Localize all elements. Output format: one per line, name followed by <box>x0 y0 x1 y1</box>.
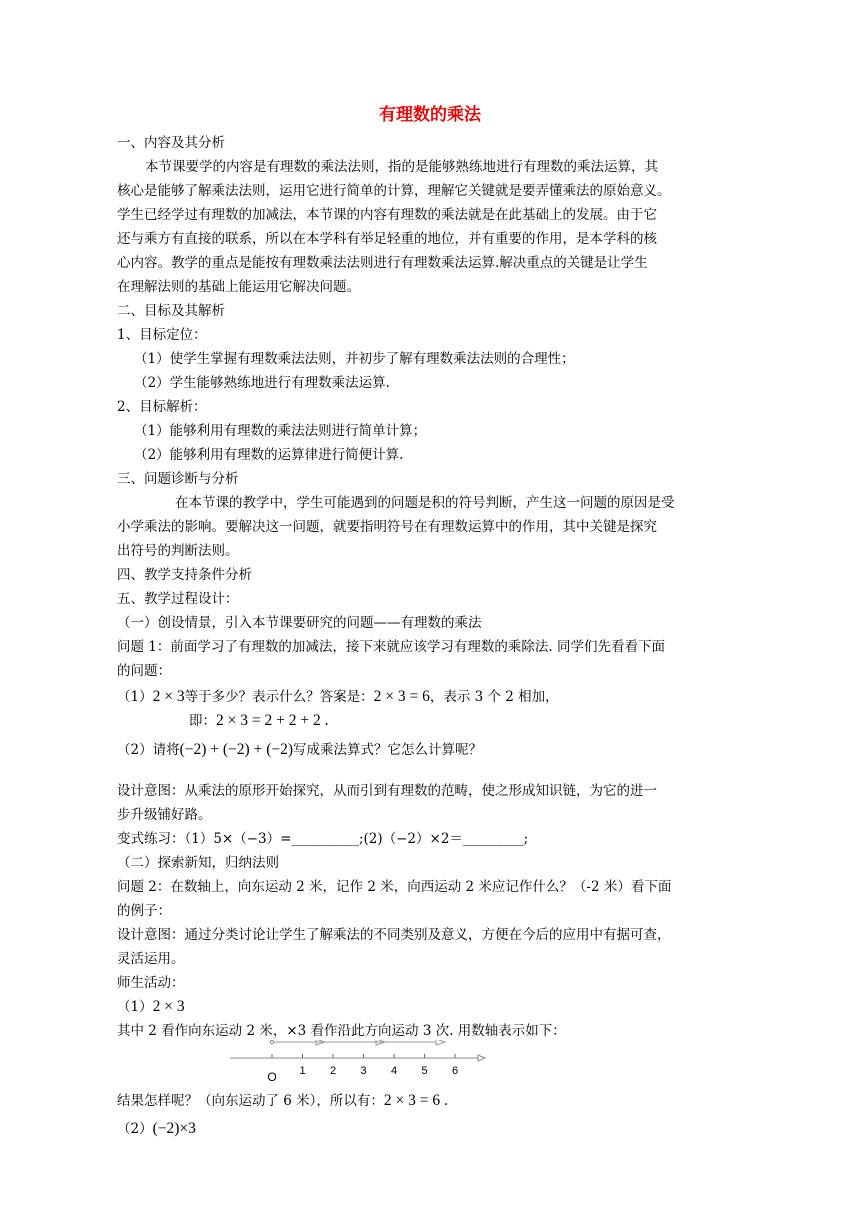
paragraph-line: 出符号的判断法则。 <box>117 543 239 559</box>
math-expression: 2 × 3 = 6 . <box>383 1092 448 1109</box>
text: （2）请将 <box>117 742 180 758</box>
subsection-heading: 1、目标定位： <box>117 327 207 343</box>
math-line <box>117 1120 196 1138</box>
tick-label: 6 <box>451 1065 459 1077</box>
axis-arrow-icon <box>478 1055 485 1061</box>
tick-label: 4 <box>390 1065 398 1077</box>
paragraph-line: 师生活动： <box>117 975 185 991</box>
list-item: （2）能够利用有理数的运算律进行简便计算. <box>134 447 404 463</box>
math-expression: 2 × 3 <box>152 998 185 1015</box>
text: （2） <box>117 1121 153 1137</box>
subsection-heading: （二）探索新知，归纳法则 <box>117 855 279 871</box>
paragraph-line: 问题 2：在数轴上，向东运动 2 米，记作 2 米，向西运动 2 米应记作什么？（-2 米）看下面 <box>117 879 672 895</box>
text: ，表示 3 个 2 相加， <box>429 689 559 705</box>
math-expression: 2 × 3 = 6 <box>373 688 430 705</box>
text: 写成乘法算式？它怎么计算呢？ <box>293 742 483 758</box>
paragraph-line: 的例子： <box>117 903 171 919</box>
subsection-heading: 2、目标解析： <box>117 399 207 415</box>
math-expression: (−2) + (−2) + (−2) <box>179 741 294 758</box>
paragraph-line: 设计意图：通过分类讨论让学生了解乘法的不同类别及意义，方便在今后的应用中有据可查， <box>117 927 671 943</box>
paragraph-line: 在本节课的教学中，学生可能遇到的问题是积的符号判断，产生这一问题的原因是受 <box>175 495 675 511</box>
math-expression: (−2)×3 <box>152 1120 196 1137</box>
subsection-heading: （一）创设情景，引入本节课要研究的问题——有理数的乘法 <box>117 615 482 631</box>
paragraph-line: 还与乘方有直接的联系，所以在本学科有举足轻重的地位，并有重要的作用，是本学科的核 <box>117 231 657 247</box>
text: 等于多少？表示什么？答案是： <box>184 689 374 705</box>
list-item: （1）使学生掌握有理数乘法法则，并初步了解有理数乘法法则的合理性； <box>134 351 575 367</box>
math-line <box>189 712 328 730</box>
math-line <box>117 1092 448 1110</box>
tick-label: 3 <box>360 1065 367 1077</box>
math-expression: 2 × 3 <box>152 688 185 705</box>
section-heading: 三、问题诊断与分析 <box>117 471 239 487</box>
paragraph-line: 在理解法则的基础上能运用它解决问题。 <box>117 279 360 295</box>
page-title: 有理数的乘法 <box>379 105 481 125</box>
math-line <box>117 741 482 759</box>
math-line <box>117 688 559 706</box>
tick-label: 2 <box>329 1065 337 1077</box>
paragraph-line: 其中 2 看作向东运动 2 米，×3 看作沿此方向运动 3 次. 用数轴表示如下： <box>117 1023 566 1039</box>
paragraph-line: 小学乘法的影响。要解决这一问题，就要指明符号在有理数运算中的作用，其中关键是探究 <box>117 519 657 535</box>
section-heading: 一、内容及其分析 <box>117 135 225 151</box>
paragraph-line: 学生已经学过有理数的加减法，本节课的内容有理数的乘法就是在此基础上的发展。由于它 <box>117 207 657 223</box>
paragraph-line: 灵活运用。 <box>117 951 185 967</box>
paragraph-line: 本节课要学的内容是有理数的乘法法则，指的是能够熟练地进行有理数的乘法运算，其 <box>145 159 658 175</box>
paragraph-line: 问题 1：前面学习了有理数的加减法，接下来就应该学习有理数的乘除法. 同学们先看看下面 <box>117 639 665 655</box>
exercise-line: 变式练习：（1）5×（−3）=__________;(2)（−2）×2＝_________; <box>117 831 529 847</box>
text: （1） <box>117 999 153 1015</box>
math-line <box>117 998 185 1016</box>
section-heading: 五、教学过程设计： <box>117 591 239 607</box>
section-heading: 四、教学支持条件分析 <box>117 567 252 583</box>
paragraph-line: 心内容。教学的重点是能按有理数乘法法则进行有理数乘法运算.解决重点的关键是让学生 <box>117 255 648 271</box>
section-heading: 二、目标及其解析 <box>117 303 225 319</box>
origin-label: O <box>267 1070 277 1084</box>
text: 结果怎样呢？（向东运动了 6 米），所以有： <box>117 1093 384 1109</box>
movement-arrow-icon <box>436 1040 445 1045</box>
tick-group <box>272 1054 458 1077</box>
paragraph-line: 的问题： <box>117 663 171 679</box>
tick-label: 1 <box>299 1065 306 1077</box>
paragraph-line: 核心是能够了解乘法法则，运用它进行简单的计算，理解它关键就是要弄懂乘法的原始意义。 <box>117 183 671 199</box>
math-expression: 2 × 3 = 2 + 2 + 2 . <box>216 712 329 729</box>
number-line-diagram <box>226 1040 488 1086</box>
paragraph-line: 设计意图：从乘法的原形开始探究，从而引到有理数的范畴，使之形成知识链，为它的进一 <box>117 783 657 799</box>
tick-label: 5 <box>421 1065 428 1077</box>
text: （1） <box>117 689 153 705</box>
text: 即： <box>189 713 216 729</box>
list-item: （2）学生能够熟练地进行有理数乘法运算. <box>134 375 390 391</box>
list-item: （1）能够利用有理数的乘法法则进行简单计算； <box>134 423 427 439</box>
paragraph-line: 步升级铺好路。 <box>117 807 212 823</box>
